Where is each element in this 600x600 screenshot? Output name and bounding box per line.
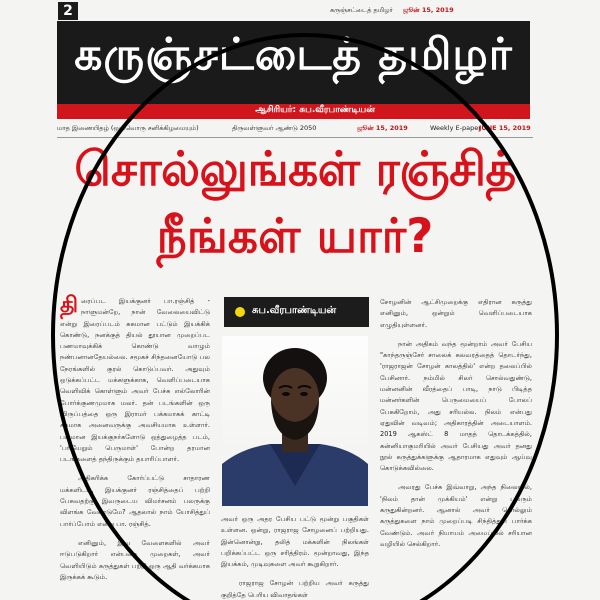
masthead-title: கருஞ்சட்டைத் தமிழர் bbox=[74, 29, 513, 80]
paragraph: அவரது பேச்சு இவ்வாறு, அந்த நிலையில், 'நிலம் தான் முக்கியம்' என்று பலரும் கருதுகின்றனர். ஆனால் அவர் சொல்லும் கருத்துகளை நாம் முறைப்படி சிந்தித்துப் பார்க்க வேண்டும். அவர் நியாயம் அமைப்பில் சரியான வழியில் செல்கிறார். bbox=[380, 483, 532, 548]
epaper-label: Weekly E-paper bbox=[430, 124, 481, 132]
paragraph: ரைப்பட இயக்குனர் பா.ரஞ்சித் - நாளுமன்றே, நான் வேலையைவிட்டு என்று இரைப்படம் சுகமான பட்டும் இயக்கிக் கொண்டு, நனக்குத் தியல் தூயான முறைப்பட பணமாவுக்கிக் கொண்டு வாழும் நண்பனானதேயல்லை. சமூகச் சிந்தனையோடு பல நேரங்களில் குரல் கொடுப்பவர். அதுவும் ஒடுக்கப்பட்ட மக்களுக்காக, வெளிப்படையாக வெளிவிக் கொள்ளும் அவர் பேச்சு எல்லோரின் போர்க்குணமுமாக மலர். தன் படங்களின் ஒரு விருப்பத்தை ஒரு இராமர் பக்கமாகக் காட்டி சுகமாக அனைவருக்கு அவசியமாக உள்ளார். பலமான இயக்குநர்களோடு ஒத்துழைத்த படம், 'பரியேறும் பெருமாள்' போன்ற தரமான படங்களைத் தந்திருக்கும் தயாரிப்பாளர். bbox=[60, 297, 210, 464]
issue-frequency: மாத இணையிதழ் (ஒவ்வொரு சனிக்கிழமையும்) bbox=[57, 124, 199, 132]
masthead bbox=[57, 21, 530, 104]
portrait-illustration bbox=[222, 336, 368, 506]
paragraph: எனினும், இவ வேளைகளில் அவர் ஈடுபடுகிறார் என்பதை முறைகள், அவர் வெளியிடும் கருத்துகள் பற்றி ஒரு ஆதி வர்க்கமாக இருக்கக் கூடும். bbox=[60, 538, 210, 581]
page-number: 2 bbox=[58, 2, 78, 20]
epaper-date: JUNE 15, 2019 bbox=[479, 124, 531, 132]
paragraph: ராஜராஜ சோழன் பற்றிய அவர் கருத்து குறித்தே பெரிய விவாதங்கள் bbox=[221, 579, 369, 599]
editor-bar bbox=[57, 104, 530, 119]
paragraph: அதிகரிக்க கோர்ப்பட்டு சாதாரண மக்களிடம், இயக்குனர் ரஞ்சித்தைப் பற்றி பேசுவதற்கு இவருடைய விமர்சனம் பலருக்கு விளங்க வேண்டுமே? ஆதலால் நாம் யோசித்துப் பார்ப்போம் என்று பா. ரஞ்சித். bbox=[60, 474, 210, 528]
bullet-icon bbox=[235, 307, 245, 317]
thiruvalluvar-year: திருவள்ளுவர் ஆண்டு 2050 bbox=[232, 124, 317, 132]
author-byline bbox=[224, 297, 369, 327]
author-photo bbox=[222, 336, 368, 506]
divider bbox=[57, 137, 533, 138]
top-title-line bbox=[330, 6, 454, 15]
top-date: ஜூன் 15, 2019 bbox=[402, 6, 454, 14]
top-title: கருஞ்சட்டைத் தமிழர் bbox=[330, 6, 393, 14]
drop-cap: தி bbox=[60, 293, 79, 318]
article-column-3 bbox=[380, 297, 532, 558]
headline-line-1: சொல்லுங்கள் ரஞ்சித் bbox=[74, 142, 516, 197]
issue-date: ஜூன் 15, 2019 bbox=[357, 124, 408, 132]
headline-line-2: நீங்கள் யார்? bbox=[156, 209, 434, 264]
editor-line: ஆசிரியர்: சுப.வீரபாண்டியன் bbox=[255, 105, 375, 115]
paragraph: அவர் ஒரு அதர பேசிய பட்டு மூன்று பகுதிகள் உள்ளன. ஒன்று, ராஜராஜ சோழனைப் பற்றியது. இன்னொன்று, தலித் மக்களின் நிலங்கள் பறிக்கப்பட்ட ஒரு சரித்திரம். மூன்றாவது, இந்த இயக்கம், முடிவுகளை அவர் கூறுகிறார். bbox=[221, 515, 369, 569]
article-column-2 bbox=[221, 514, 369, 600]
issue-info-bar bbox=[57, 122, 533, 136]
paragraph: சோழனின் ஆட்சிமுறைக்கு எதிரான கருத்து எனினும், ஒன்றும் வெளிப்படையாக எழுதியுள்ளனர். bbox=[380, 298, 532, 329]
paragraph: நான் அதிகம் வந்த மூன்றாம் அவர் பேசிய "காந்தருஞ்சேர் சாலைக் கலவரத்தைத் தொடர்ந்து, 'ராஜராஜன் சோழன் காலத்தில்' என்ற தலைப்பில் பேசினார். நம்மில் சிலர் சொல்வதுண்டு, மன்னனின் வீரத்தைப் பாடி, நாடு பிடித்த மன்னர்களின் பெருமையைப் போலப் பேசுகிறோம், அது சரியல்ல. நிலம் என்பது ஏதுவின் வடிவம்; அதிகாரத்தின் அடையாளம். 2019 ஆகஸ்ட் 8 மாதத் தொடக்கத்தில், கன்னியாகுமரியில் அவர் பேசியது அவர் தனது நூல் கருத்துக்களுக்கு ஆதாரமாக எதுவும் ஆய்வு கொடுக்கவில்லை. bbox=[380, 339, 532, 473]
article-column-1 bbox=[60, 293, 210, 591]
author-name: சுப.வீரபாண்டியன் bbox=[252, 305, 337, 316]
